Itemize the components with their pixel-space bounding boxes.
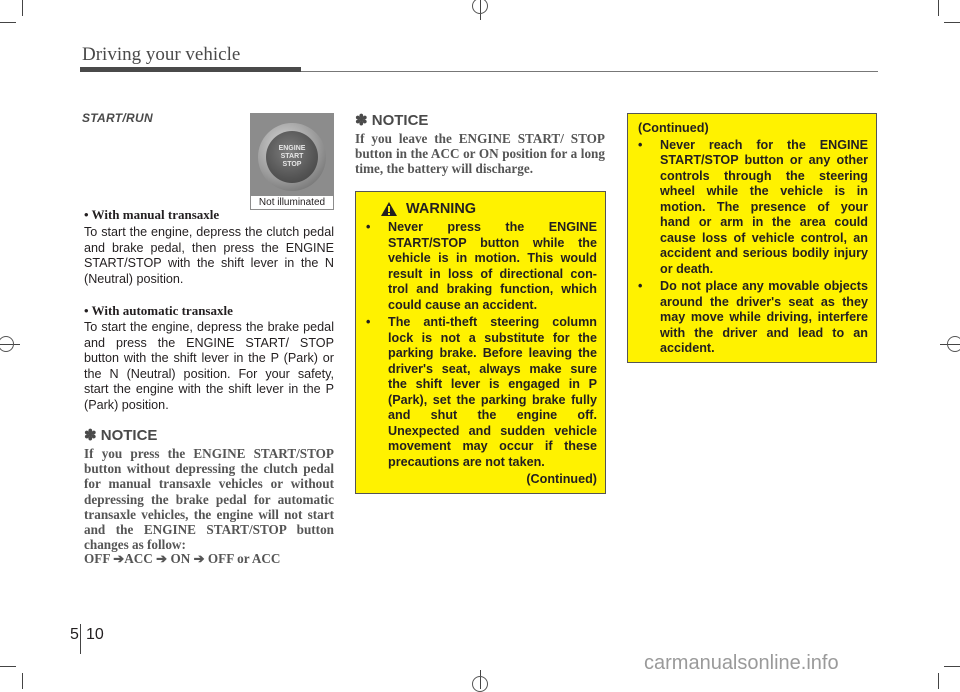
warning-list	[366, 220, 597, 470]
registration-mark	[472, 0, 488, 14]
ignition-sequence	[84, 551, 344, 566]
notice-title: NOTICE	[100, 427, 158, 444]
arrow-right-icon: ➔	[156, 551, 168, 566]
button-text-engine: ENGINE	[278, 145, 306, 152]
notice-star-icon: ✽	[84, 427, 97, 444]
crop-mark	[944, 22, 960, 23]
registration-mark	[0, 336, 14, 352]
automatic-transaxle-text: To start the engine, depress the brake pedal and press the ENGINE START/ STOP button with the shift lever in the P (Park) or the N (Neutral) position. For your safety, start the engine with the shift lever in the P (Park) position.	[84, 320, 334, 412]
page-header-title: Driving your vehicle	[82, 44, 241, 65]
warning-item: • Do not place any movable objects around the driver's seat as they may move while driving, interfere with the driver and lead to an accident.	[638, 279, 868, 355]
arrow-right-icon: ➔	[113, 551, 125, 566]
warning-box	[355, 191, 606, 494]
button-text-start: START	[280, 153, 304, 160]
registration-mark	[947, 336, 960, 352]
notice-title: NOTICE	[371, 112, 429, 129]
registration-mark	[472, 676, 488, 692]
notice-star-icon: ✽	[355, 112, 368, 129]
manual-transaxle-heading: • With manual transaxle	[84, 207, 220, 222]
warning-item: • Never reach for the ENGINE START/STOP button or any other controls through the steering wheel while the vehicle is in motion. The presence of your hand or arm in the area could cause loss of vehicle control, an accident and serious bodily injury or death.	[638, 137, 868, 276]
seq-end: OFF or ACC	[207, 551, 281, 566]
warning-box-continued	[627, 113, 877, 363]
left-notice-heading	[84, 426, 157, 444]
automatic-transaxle-heading: • With automatic transaxle	[84, 303, 233, 318]
header-rule	[301, 71, 878, 72]
watermark: carmanualsonline.info	[644, 652, 839, 674]
warning-item: • The anti-theft steering column lock is not a substitute for the parking brake. Before leaving the driver's seat, always make sure the shift lever is engaged in P (Park), set the parking brake fully and shut the engine off. Unexpected and sudden vehicle movement may occur if these precautions are not taken.	[366, 315, 597, 469]
middle-notice-heading	[355, 111, 428, 129]
crop-mark	[22, 673, 23, 689]
warning-title: WARNING	[406, 201, 477, 217]
seq-off: OFF	[84, 551, 110, 566]
continued-label: (Continued)	[638, 121, 709, 135]
arrow-right-icon: ➔	[193, 551, 205, 566]
footer-divider	[80, 624, 81, 654]
page-number: 10	[86, 626, 104, 643]
warning-continued: (Continued)	[526, 472, 597, 486]
button-knob	[266, 131, 318, 183]
button-text-stop: STOP	[282, 161, 302, 168]
warning-triangle-icon	[380, 201, 398, 217]
crop-mark	[22, 0, 23, 16]
photo-caption: Not illuminated	[250, 195, 334, 210]
warning-heading	[380, 201, 597, 217]
middle-notice-text: If you leave the ENGINE START/ STOP button in the ACC or ON position for a long time, the battery will discharge.	[355, 131, 605, 177]
seq-acc: ACC	[124, 551, 153, 566]
warning-item: • Never press the ENGINE START/STOP button while the vehicle is in motion. This would result in loss of directional con- trol and braking function, which could cause an accident.	[366, 220, 597, 312]
crop-mark	[938, 673, 939, 689]
warning-list	[638, 138, 868, 357]
manual-transaxle-text: To start the engine, depress the clutch pedal and brake pedal, then press the ENGINE START/STOP with the shift lever in the N (Neutral) position.	[84, 225, 334, 286]
crop-mark	[0, 666, 16, 667]
crop-mark	[0, 22, 16, 23]
section-subtitle: START/RUN	[82, 111, 153, 125]
header-bar	[80, 67, 301, 72]
crop-mark	[938, 0, 939, 16]
section-number: 5	[70, 626, 79, 643]
left-notice-text: If you press the ENGINE START/STOP button without depressing the clutch pedal for manual transaxle vehicles or without depressing the brake pedal for automatic transaxle vehicles, the engine will not start and the ENGINE START/STOP button changes as follow:	[84, 446, 334, 553]
crop-mark	[944, 666, 960, 667]
seq-on: ON	[170, 551, 191, 566]
